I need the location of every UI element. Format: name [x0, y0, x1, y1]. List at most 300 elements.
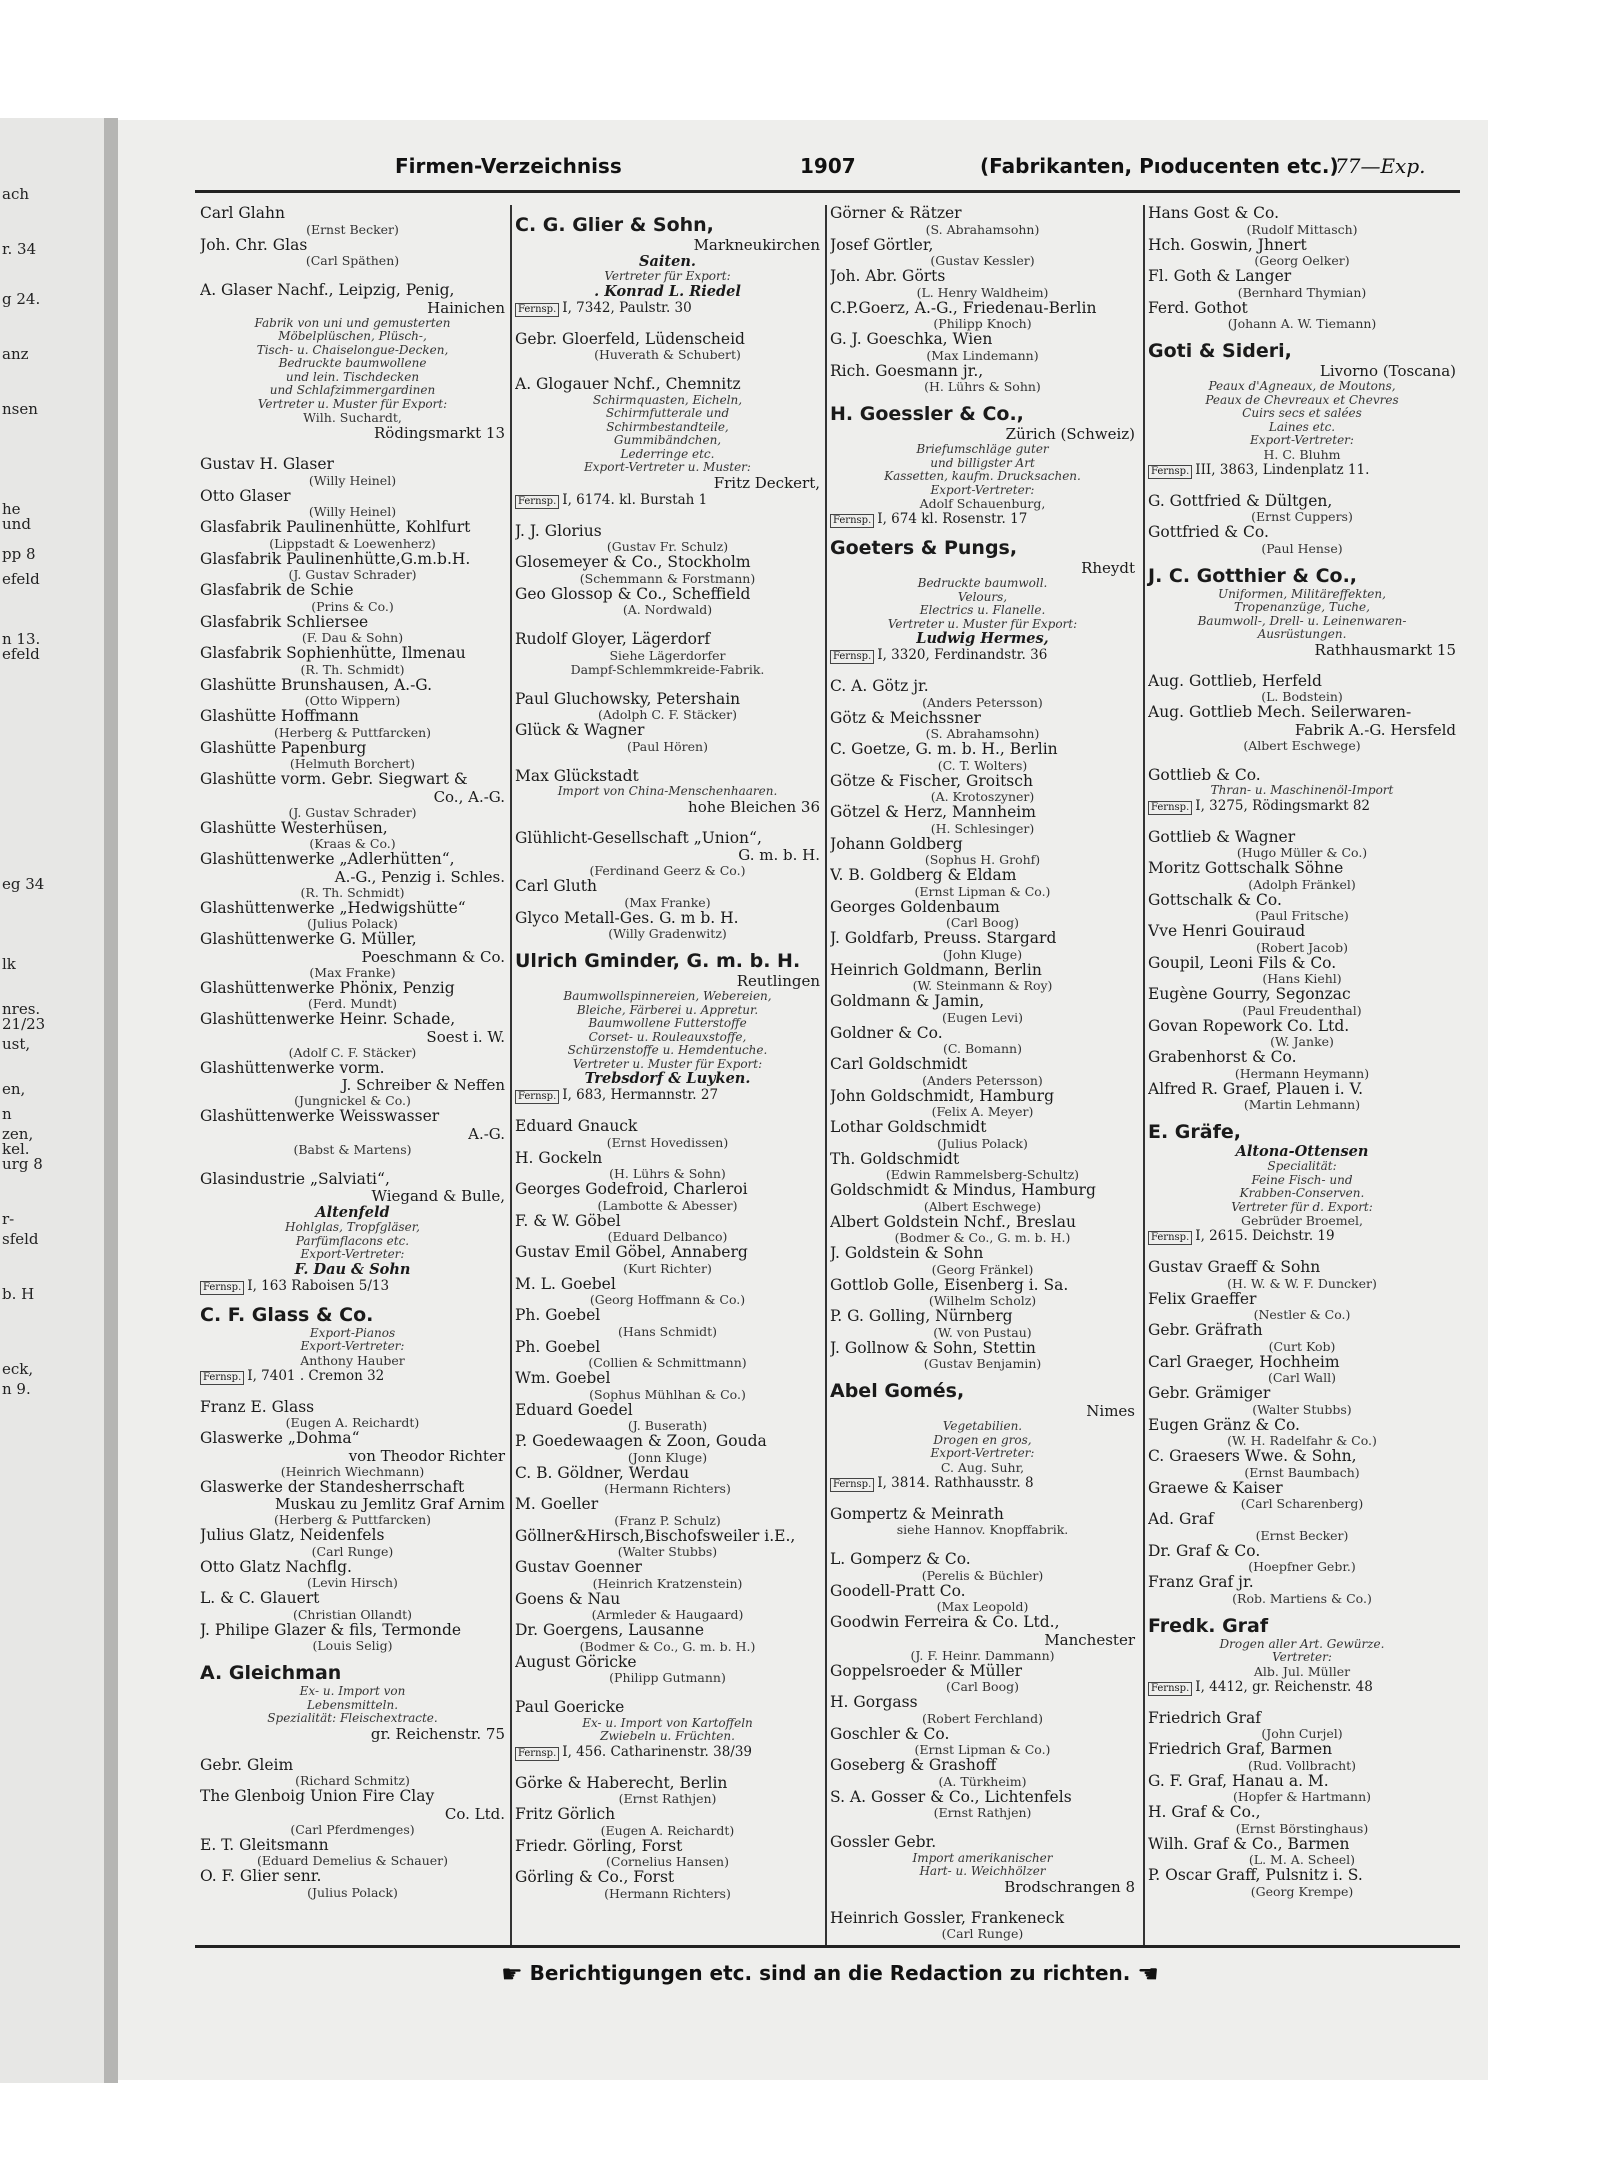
entry-name: Eugène Gourry, Segonzac	[1148, 986, 1351, 1003]
entry-name: Georges Goldenbaum	[830, 898, 1000, 916]
entry-agent: (R. Th. Schmidt)	[300, 661, 405, 677]
entry-name: M. Goeller	[515, 1496, 599, 1513]
telephone-number-address: I, 163 Raboisen 5/13	[247, 1277, 390, 1294]
entry-agent: (Walter Stubbs)	[617, 1544, 718, 1559]
entry-location: Nimes	[1086, 1402, 1135, 1420]
entry-gap	[830, 664, 1135, 678]
entry-name: Glashüttenwerke Weisswasser	[200, 1108, 440, 1125]
entry-phone-address	[1148, 1679, 1456, 1696]
entry-agent: (Max Franke)	[309, 964, 396, 980]
entry-agent: (A. Nordwald)	[622, 602, 713, 617]
entry-agent: (Hermann Richters)	[604, 1885, 731, 1901]
entry-location: Markneukirchen	[693, 236, 820, 254]
entry-name: Felix Graeffer	[1148, 1290, 1257, 1308]
entry-agent: (Carl Pferdmenges)	[290, 1821, 415, 1837]
telephone-number-address: III, 3863, Lindenplatz 11.	[1195, 461, 1370, 478]
entry-agent: (A. Türkheim)	[938, 1773, 1027, 1789]
entry-gap	[200, 1743, 505, 1757]
entry-location: Rathhausmarkt 15	[1314, 640, 1456, 659]
entry-name: Glasfabrik Paulinenhütte, Kohlfurt	[200, 519, 471, 536]
entry-location: von Theodor Richter	[348, 1446, 505, 1465]
entry-description: Briefumschläge guter	[916, 442, 1049, 456]
entry-phone-address	[515, 300, 820, 317]
entry-agent: (H. W. & W. F. Duncker)	[1227, 1275, 1377, 1291]
entry-emphasis: Altenfeld	[315, 1204, 390, 1221]
entry-name: Gottlob Golle, Eisenberg i. Sa.	[830, 1276, 1069, 1294]
entry-agent: (Philipp Gutmann)	[609, 1670, 726, 1685]
entry-description: und Schlafzimmergardinen	[269, 383, 436, 397]
entry-agent: (Jungnickel & Co.)	[294, 1093, 411, 1108]
entry-name: Gottlieb & Co.	[1148, 766, 1261, 784]
previous-page-text-fragment: pp 8	[2, 545, 36, 563]
entry-agent: (Georg Krempe)	[1250, 1883, 1354, 1899]
entry-name: Georges Godefroid, Charleroi	[515, 1181, 748, 1198]
previous-page-text-fragment: n	[2, 1105, 12, 1123]
entry-name: August Göricke	[515, 1653, 637, 1671]
entry-description: Import von China-Menschenhaaren.	[557, 784, 778, 798]
entry-agent: (Kurt Richter)	[623, 1260, 712, 1276]
entry-name: L. & C. Glauert	[200, 1590, 320, 1607]
telephone-label: Fernsp.	[1148, 1682, 1192, 1696]
entry-name: Govan Ropework Co. Ltd.	[1148, 1017, 1350, 1035]
entry-agent: (Paul Hören)	[627, 738, 708, 754]
entry-name: Paul Goericke	[515, 1699, 625, 1716]
entry-agent: (Ernst Becker)	[306, 221, 399, 237]
entry-agent: (Eduard Demelius & Schauer)	[256, 1853, 449, 1868]
entry-agent: (Levin Hirsch)	[307, 1575, 398, 1590]
entry-agent: Anthony Hauber	[300, 1352, 405, 1368]
entry-description: Vertreter u. Muster für Export:	[572, 1056, 763, 1071]
entry-description: Vertreter für Export:	[604, 269, 731, 283]
entry-heading: Abel Gomés,	[830, 1380, 965, 1402]
entry-gap	[515, 1685, 820, 1699]
entry-agent: H. C. Bluhm	[1263, 446, 1341, 462]
entry-name: P. G. Golling, Nürnberg	[830, 1308, 1013, 1325]
entry-agent: (W. von Pustau)	[933, 1324, 1032, 1340]
entry-location: Brodschrangen 8	[1004, 1877, 1135, 1896]
previous-page-text-fragment: ust,	[2, 1035, 31, 1053]
entry-agent: (Edwin Rammelsberg-Schultz)	[885, 1167, 1080, 1182]
entry-agent: (Ernst Rathjen)	[933, 1805, 1032, 1820]
entry-name: Götzel & Herz, Mannheim	[830, 804, 1036, 821]
entry-name: Glashütte Westerhüsen,	[200, 819, 388, 837]
entry-name: Gebr. Gräfrath	[1148, 1322, 1263, 1339]
entry-heading: C. G. Glier & Sohn,	[515, 214, 714, 236]
entry-description: Thran- u. Maschinenöl-Import	[1210, 783, 1394, 797]
entry-name: Gustav Emil Göbel, Annaberg	[515, 1244, 748, 1261]
entry-heading: E. Gräfe,	[1148, 1121, 1241, 1143]
entry-location: Wiegand & Bulle,	[371, 1187, 505, 1205]
entry-name: Goldner & Co.	[830, 1024, 943, 1042]
entry-agent: (Rud. Vollbracht)	[1247, 1757, 1357, 1773]
entry-agent: (Carl Späthen)	[305, 253, 400, 268]
entry-gap	[515, 677, 820, 691]
telephone-number-address: I, 6174. kl. Burstah 1	[562, 491, 708, 508]
entry-agent: (Bodmer & Co., G. m. b. H.)	[894, 1230, 1071, 1245]
entry-agent: (L. Bodstein)	[1261, 689, 1343, 704]
entry-agent: (A. Krotoszyner)	[930, 789, 1035, 804]
entry-agent: (W. H. Radelfahr & Co.)	[1227, 1433, 1377, 1448]
entry-description: Export-Vertreter u. Muster:	[584, 460, 751, 474]
entry-name: Ferd. Gothot	[1148, 299, 1248, 317]
entry-agent: Wilh. Suchardt,	[303, 410, 402, 425]
entry-description: Bedruckte baumwollene	[278, 356, 427, 370]
entry-agent: (Johann A. W. Tiemann)	[1227, 316, 1377, 331]
telephone-label: Fernsp.	[830, 1478, 874, 1492]
entry-name: Gottschalk & Co.	[1148, 891, 1282, 909]
entry-gap	[515, 754, 820, 768]
entry-name: Eduard Gnauck	[515, 1118, 638, 1135]
entry-phone-address	[1148, 798, 1456, 815]
entry-name: G. F. Graf, Hanau a. M.	[1148, 1772, 1329, 1790]
entry-agent: (Curt Kob)	[1268, 1338, 1336, 1354]
previous-page-text-fragment: lk	[2, 955, 16, 973]
entry-location: Hainichen	[427, 298, 505, 317]
entry-agent: (Max Lindemann)	[926, 347, 1039, 363]
telephone-label: Fernsp.	[830, 650, 874, 664]
entry-name: Heinrich Goldmann, Berlin	[830, 961, 1042, 979]
entry-gap	[830, 1896, 1135, 1910]
entry-description: Tropenanzüge, Tuche,	[1234, 600, 1370, 614]
telephone-label: Fernsp.	[1148, 465, 1192, 479]
entry-emphasis: Ludwig Hermes,	[916, 630, 1049, 647]
footer-notice	[470, 1960, 1190, 1988]
entry-description: Baumwollene Futterstoffe	[588, 1016, 747, 1030]
entry-name: Goodell-Pratt Co.	[830, 1582, 966, 1600]
entry-name: Glaswerke „Dohma“	[200, 1430, 360, 1447]
entry-name: Glasfabrik de Schie	[200, 582, 354, 599]
entry-agent: (Ernst Rathjen)	[618, 1791, 717, 1806]
entry-name: Gustav Goenner	[515, 1559, 642, 1576]
entry-name: Carl Goldschmidt	[830, 1056, 968, 1073]
entry-agent: (Philipp Knoch)	[933, 316, 1032, 331]
entry-agent: (R. Th. Schmidt)	[300, 884, 405, 900]
entry-agent: (John Curjel)	[1261, 1726, 1343, 1741]
entry-name: Hans Gost & Co.	[1148, 205, 1280, 222]
telephone-label: Fernsp.	[515, 303, 559, 317]
entry-name: Heinrich Gossler, Frankeneck	[830, 1909, 1065, 1927]
entry-gap	[200, 1385, 505, 1399]
previous-page-text-fragment: r. 34	[2, 240, 37, 258]
book-gutter	[104, 118, 118, 2083]
entry-name: Wm. Goebel	[515, 1370, 611, 1387]
previous-page-text-fragment: b. H	[2, 1285, 35, 1303]
entry-name: Glasfabrik Sophienhütte, Ilmenau	[200, 645, 466, 662]
entry-agent: (Julius Polack)	[307, 1884, 398, 1900]
entry-agent: (Carl Boog)	[946, 915, 1019, 930]
entry-agent: (W. Janke)	[1270, 1034, 1334, 1049]
entry-name: Friedrich Graf, Barmen	[1148, 1741, 1333, 1758]
previous-page-text-fragment: sfeld	[2, 1230, 39, 1248]
entry-description: Vertreter u. Muster für Export:	[257, 396, 448, 411]
entry-description: Ex- u. Import von	[299, 1684, 406, 1698]
entry-agent: (Albert Eschwege)	[923, 1198, 1042, 1214]
entry-phone-address	[515, 1744, 820, 1761]
entry-name: Gustav H. Glaser	[200, 456, 334, 473]
entry-agent: (Willy Heinel)	[308, 472, 397, 488]
entry-agent: (Otto Wippern)	[304, 693, 401, 708]
previous-page-text-fragment: nres.	[2, 1000, 41, 1018]
entry-gap	[1148, 1696, 1456, 1710]
entry-location: Zürich (Schweiz)	[1005, 425, 1135, 443]
entry-gap	[830, 1492, 1135, 1506]
entry-name: F. & W. Göbel	[515, 1212, 621, 1230]
entry-gap	[515, 317, 820, 331]
entry-agent: C. Aug. Suhr,	[940, 1459, 1025, 1475]
entry-agent: (Anders Petersson)	[922, 1072, 1043, 1088]
entry-name: Gebr. Gloerfeld, Lüdenscheid	[515, 330, 745, 348]
entry-agent: (Sophus H. Grohf)	[924, 852, 1041, 867]
entry-description: Import amerikanischer	[912, 1850, 1053, 1865]
entry-name: G. J. Goeschka, Wien	[830, 331, 993, 348]
entry-agent: (S. Abrahamsohn)	[925, 221, 1040, 237]
entry-heading: A. Gleichman	[200, 1662, 342, 1684]
entry-name: Goens & Nau	[515, 1590, 621, 1608]
entry-name: Glashüttenwerke Phönix, Penzig	[200, 979, 455, 997]
entry-name: Götz & Meichssner	[830, 709, 981, 727]
entry-name: Joh. Abr. Görts	[830, 268, 946, 285]
entry-description: Peaux d'Agneaux, de Moutons,	[1208, 379, 1396, 393]
entry-name: Glosemeyer & Co., Stockholm	[515, 554, 751, 571]
entry-agent: Siehe Lägerdorfer	[609, 647, 726, 663]
entry-agent: (Eugen A. Reichardt)	[285, 1415, 420, 1430]
entry-name: Alfred R. Graef, Plauen i. V.	[1148, 1080, 1364, 1098]
entry-name: Otto Glatz Nachflg.	[200, 1558, 352, 1576]
entry-agent: (Gustav Kessler)	[930, 253, 1035, 268]
entry-name: Wilh. Graf & Co., Barmen	[1148, 1835, 1350, 1853]
entry-gap	[200, 442, 505, 456]
entry-phone-address	[515, 1087, 820, 1104]
entry-agent: siehe Hannov. Knopffabrik.	[896, 1522, 1069, 1537]
entry-description: Ex- u. Import von Kartoffeln	[582, 1715, 753, 1730]
entry-gap	[515, 617, 820, 631]
entry-location: Poeschmann & Co.	[361, 947, 505, 966]
entry-location: J. Schreiber & Neffen	[341, 1076, 505, 1094]
entry-name: John Goldschmidt, Hamburg	[830, 1087, 1055, 1105]
entry-name: Johann Goldberg	[830, 835, 963, 853]
entry-name: A. Glaser Nachf., Leipzig, Penig,	[200, 282, 455, 299]
previous-page-text-fragment: en,	[2, 1080, 26, 1098]
entry-name: Eugen Gränz & Co.	[1148, 1416, 1300, 1434]
entry-agent: (Georg Fränkel)	[931, 1261, 1034, 1277]
entry-name: Fl. Goth & Langer	[1148, 268, 1292, 285]
entry-description: Specialität:	[1267, 1159, 1337, 1173]
pointing-hand-right-icon: ☛	[501, 1960, 523, 1988]
entry-location: G. m. b. H.	[738, 846, 820, 864]
entry-agent: (Robert Ferchland)	[922, 1710, 1043, 1726]
entry-name: Glashüttenwerke „Hedwigshütte“	[200, 899, 466, 917]
entry-agent: (S. Abrahamsohn)	[925, 726, 1040, 741]
entry-name: A. Glogauer Nchf., Chemnitz	[515, 376, 741, 393]
entry-name: Julius Glatz, Neidenfels	[200, 1527, 385, 1544]
telephone-label: Fernsp.	[515, 1747, 559, 1761]
entry-phone-address	[1148, 1228, 1456, 1245]
entry-name: Ph. Goebel	[515, 1307, 601, 1324]
entry-name: Ad. Graf	[1148, 1511, 1214, 1528]
entry-description: Vertreter für d. Export:	[1231, 1199, 1373, 1214]
entry-agent: (Heinrich Kratzenstein)	[592, 1575, 743, 1591]
entry-name: Glasindustrie „Salviati“,	[200, 1170, 390, 1188]
entry-name: C. B. Göldner, Werdau	[515, 1464, 690, 1482]
entry-heading: Goeters & Pungs,	[830, 537, 1018, 559]
entry-name: Graewe & Kaiser	[1148, 1479, 1283, 1497]
entry-name: Gustav Graeff & Sohn	[1148, 1259, 1321, 1276]
entry-location: Co. Ltd.	[444, 1804, 505, 1823]
entry-agent: (Paul Fritsche)	[1255, 908, 1349, 923]
entry-name: Görke & Haberecht, Berlin	[515, 1774, 728, 1792]
previous-page-text-fragment: 21/23	[2, 1015, 46, 1033]
entry-name: Göllner&Hirsch,Bischofsweiler i.E.,	[515, 1527, 796, 1545]
entry-name: Rudolf Gloyer, Lägerdorf	[515, 631, 711, 648]
entry-agent: (John Kluge)	[942, 946, 1023, 962]
entry-agent: (Prins & Co.)	[311, 598, 394, 614]
entry-name: Grabenhorst & Co.	[1148, 1049, 1297, 1066]
entry-name: S. A. Gosser & Co., Lichtenfels	[830, 1788, 1072, 1806]
entry-agent: (Carl Wall)	[1268, 1370, 1336, 1385]
entry-agent: (Lippstadt & Loewenherz)	[269, 535, 436, 551]
telephone-number-address: I, 456. Catharinenstr. 38/39	[562, 1743, 753, 1760]
entry-agent: (Ernst Baumbach)	[1244, 1464, 1360, 1480]
entry-description: Export-Vertreter:	[300, 1247, 405, 1261]
entry-name: Eduard Goedel	[515, 1401, 633, 1419]
entry-name: Gottlieb & Wagner	[1148, 828, 1296, 846]
entry-agent: (Rob. Martiens & Co.)	[1232, 1590, 1372, 1606]
header-rule	[195, 190, 1460, 193]
entry-location: A.-G., Penzig i. Schles.	[334, 867, 505, 886]
entry-name: Glashütte Hoffmann	[200, 708, 359, 725]
entry-agent: (Hopfer & Hartmann)	[1232, 1789, 1371, 1804]
entry-agent: (Hoepfner Gebr.)	[1248, 1559, 1356, 1574]
entry-description: Laines etc.	[1268, 419, 1336, 434]
page-header	[395, 148, 1445, 182]
entry-gap	[1148, 1245, 1456, 1259]
entry-agent: (Anders Petersson)	[922, 694, 1043, 710]
entry-description: Export-Vertreter:	[930, 482, 1035, 497]
entry-location: Fabrik A.-G. Hersfeld	[1294, 720, 1456, 739]
entry-name: Goupil, Leoni Fils & Co.	[1148, 954, 1337, 972]
entry-description: Fabrik von uni und gemusterten	[254, 315, 451, 330]
entry-name: M. L. Goebel	[515, 1275, 616, 1293]
entry-agent: (Ernst Lipman & Co.)	[914, 1742, 1051, 1757]
entry-name: Hch. Goswin, Jhnert	[1148, 236, 1307, 254]
entry-gap	[515, 816, 820, 830]
entry-agent: (L. M. A. Scheel)	[1248, 1852, 1356, 1867]
entry-gap	[515, 509, 820, 523]
entry-agent: (Max Leopold)	[936, 1599, 1029, 1614]
entry-name: Albert Goldstein Nchf., Breslau	[830, 1213, 1076, 1231]
telephone-number-address: I, 2615. Deichstr. 19	[1195, 1228, 1335, 1244]
previous-page-text-fragment: r-	[2, 1210, 15, 1228]
directory-column-3	[830, 205, 1135, 1941]
entry-location: Manchester	[1044, 1630, 1135, 1649]
entry-name: Gossler Gebr.	[830, 1834, 937, 1851]
entry-description: Drogen en gros,	[933, 1432, 1032, 1447]
entry-description: Spezialität: Fleischextracte.	[267, 1711, 438, 1725]
telephone-number-address: I, 3320, Ferdinandstr. 36	[877, 647, 1048, 663]
entry-gap	[1148, 479, 1456, 493]
entry-location: hohe Bleichen 36	[688, 797, 820, 816]
entry-name: Franz Graf jr.	[1148, 1574, 1254, 1591]
entry-location: Fritz Deckert,	[713, 473, 820, 492]
entry-name: Gebr. Gleim	[200, 1756, 294, 1774]
entry-description: Schürzenstoffe u. Hemdentuche.	[567, 1043, 768, 1057]
entry-description: Ausrüstungen.	[1257, 627, 1347, 641]
entry-agent: (Max Franke)	[624, 894, 711, 910]
entry-description: Vertreter:	[1272, 1650, 1332, 1664]
entry-name: Glück & Wagner	[515, 722, 645, 739]
entry-description: Schirmbestandteile,	[606, 419, 729, 434]
telephone-label: Fernsp.	[830, 514, 874, 528]
entry-description: Lederringe etc.	[620, 446, 715, 461]
entry-name: V. B. Goldberg & Eldam	[830, 867, 1017, 884]
entry-name: Max Glückstadt	[515, 767, 639, 785]
previous-page-margin	[0, 118, 104, 2083]
entry-emphasis: Altona-Ottensen	[1235, 1143, 1369, 1160]
previous-page-text-fragment: efeld	[2, 570, 40, 588]
footer-rule	[195, 1945, 1460, 1948]
entry-agent: (Georg Oelker)	[1254, 253, 1350, 268]
entry-agent: (Eugen A. Reichardt)	[600, 1822, 735, 1838]
entry-gap	[515, 362, 820, 376]
entry-name: Moritz Gottschalk Söhne	[1148, 860, 1344, 877]
entry-name: E. T. Gleitsmann	[200, 1836, 329, 1854]
entry-name: H. Gorgass	[830, 1694, 918, 1711]
entry-description: Vegetabilien.	[942, 1419, 1023, 1433]
entry-gap	[1148, 659, 1456, 673]
entry-agent: (Carl Runge)	[311, 1543, 394, 1559]
entry-agent: (Bernhard Thymian)	[1237, 284, 1367, 300]
entry-description: Tisch- u. Chaiselongue-Decken,	[256, 342, 449, 357]
entry-agent: (Adolf C. F. Stäcker)	[288, 1044, 417, 1060]
previous-page-text-fragment: nsen	[2, 400, 38, 418]
entry-description: Bleiche, Färberei u. Appretur.	[576, 1002, 759, 1017]
entry-name: Goldmann & Jamin,	[830, 993, 985, 1010]
previous-page-text-fragment: kel.	[2, 1140, 30, 1158]
column-divider-2	[825, 205, 827, 1945]
entry-phone-address	[200, 1278, 505, 1295]
entry-description: Vertreter u. Muster für Export:	[887, 616, 1078, 631]
entry-description: Gummibändchen,	[613, 433, 722, 447]
entry-name: Görling & Co., Forst	[515, 1869, 675, 1886]
entry-name: J. Gollnow & Sohn, Stettin	[830, 1339, 1036, 1357]
entry-agent: (C. T. Wolters)	[937, 757, 1028, 773]
entry-name: Ph. Goebel	[515, 1338, 601, 1356]
entry-agent: (Christian Ollandt)	[292, 1606, 413, 1622]
entry-agent: (Ernst Lipman & Co.)	[914, 883, 1051, 899]
entry-agent: (Martin Lehmann)	[1243, 1097, 1361, 1112]
entry-agent: (Hans Schmidt)	[617, 1323, 718, 1339]
previous-page-text-fragment: ach	[2, 185, 30, 203]
entry-name: J. Goldstein & Sohn	[830, 1245, 984, 1262]
entry-agent: (Willy Heinel)	[308, 504, 397, 519]
entry-agent: (C. Bomann)	[943, 1041, 1022, 1056]
previous-page-text-fragment: zen,	[2, 1125, 34, 1143]
previous-page-text-fragment: anz	[2, 345, 29, 363]
entry-name: Glyco Metall-Ges. G. m b. H.	[515, 909, 739, 927]
entry-name: Glashüttenwerke vorm.	[200, 1059, 385, 1077]
entry-name: Glasfabrik Paulinenhütte,G.m.b.H.	[200, 550, 471, 568]
entry-agent: (Herberg & Puttfarcken)	[273, 1512, 432, 1527]
entry-agent: (Ferd. Mundt)	[308, 996, 397, 1011]
entry-name: Friedr. Görling, Forst	[515, 1837, 683, 1855]
previous-page-text-fragment: n 9.	[2, 1380, 31, 1398]
telephone-label: Fernsp.	[515, 495, 559, 509]
previous-page-text-fragment: urg 8	[2, 1155, 43, 1173]
entry-agent: (Georg Hoffmann & Co.)	[589, 1292, 746, 1307]
entry-phone-address	[830, 1475, 1135, 1492]
header-page-number: 77—Exp.	[1335, 154, 1426, 178]
entry-name: H. Gockeln	[515, 1149, 603, 1167]
